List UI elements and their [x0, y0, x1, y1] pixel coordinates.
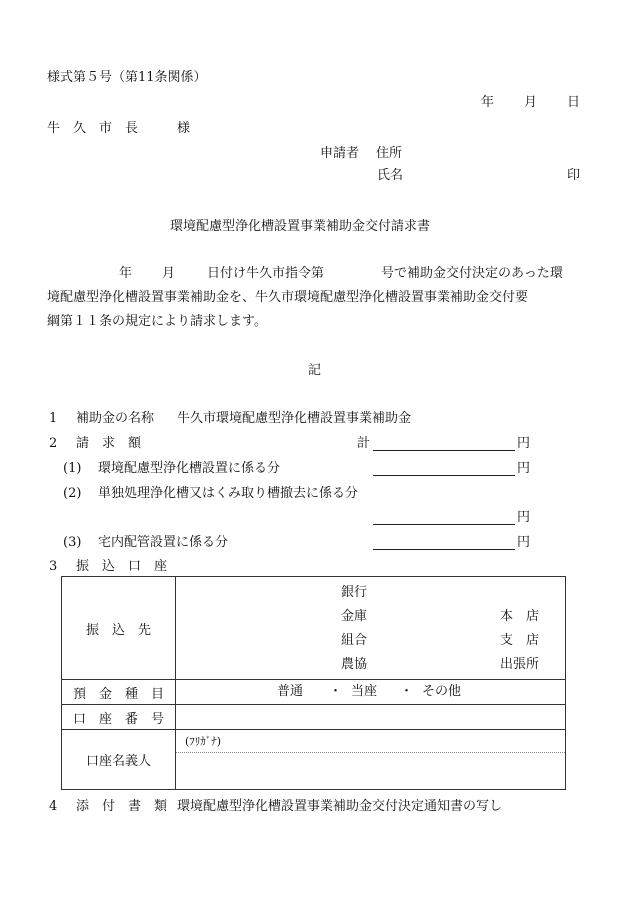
total-label: 計 — [357, 436, 371, 451]
deposit-dot-1: ・ — [329, 684, 343, 699]
deposit-futsu[interactable]: 普通 — [277, 684, 304, 699]
sub2-label: 単独処理浄化槽又はくみ取り槽撤去に係る分 — [98, 486, 359, 501]
furigana-label: (ﾌﾘｶﾞﾅ) — [185, 735, 222, 748]
account-holder-cell[interactable] — [176, 730, 566, 790]
deposit-other[interactable]: その他 — [422, 684, 462, 699]
deposit-dot-2: ・ — [400, 684, 414, 699]
furigana-divider — [176, 752, 565, 753]
bank-type-bank: 銀行 — [341, 585, 368, 600]
account-number-label: 口 座 番 号 — [72, 711, 164, 727]
sub1-amount-field[interactable] — [373, 475, 515, 476]
document-title: 環境配慮型浄化槽設置事業補助金交付請求書 — [170, 219, 431, 234]
sub2-yen: 円 — [517, 510, 531, 525]
ki-heading: 記 — [308, 363, 322, 378]
item1-value: 牛久市環境配慮型浄化槽設置事業補助金 — [177, 411, 412, 426]
seal-mark: 印 — [567, 168, 581, 183]
bank-account-table — [61, 576, 566, 790]
sub3-amount-field[interactable] — [373, 549, 515, 550]
account-holder-label: 口座名義人 — [85, 754, 151, 769]
branch-type-main: 本 店 — [500, 609, 540, 624]
sub3-number: (3) — [63, 535, 82, 550]
item4-label: 添 付 書 類 — [76, 799, 168, 814]
body-text-a: 日付け牛久市指令第 — [207, 266, 325, 281]
applicant-address-label: 住所 — [376, 146, 403, 161]
body-year: 年 — [119, 266, 133, 281]
addressee-name: 牛 久 市 長 — [47, 121, 139, 136]
sub2-number: (2) — [63, 486, 82, 501]
branch-type-branch: 支 店 — [500, 633, 540, 648]
date-month-label: 月 — [524, 95, 538, 110]
item2-number: 2 — [49, 436, 58, 451]
date-year-label: 年 — [481, 95, 495, 110]
bank-type-ja: 農協 — [341, 657, 368, 672]
account-holder-label-cell — [62, 730, 176, 790]
sub1-label: 環境配慮型浄化槽設置に係る分 — [98, 461, 281, 476]
account-number-cell[interactable] — [176, 705, 566, 730]
body-line-3: 綱第１１条の規定により請求します。 — [47, 314, 267, 329]
sub2-amount-field[interactable] — [373, 524, 515, 525]
body-month: 月 — [162, 266, 176, 281]
account-number-label-cell — [62, 705, 176, 730]
destination-label: 振 込 先 — [85, 622, 151, 638]
deposit-toza[interactable]: 当座 — [351, 684, 378, 699]
item1-label: 補助金の名称 — [76, 411, 155, 426]
destination-label-cell — [62, 577, 176, 680]
branch-type-sub: 出張所 — [500, 657, 540, 672]
bank-type-shinkin: 金庫 — [341, 609, 368, 624]
addressee-honorific: 様 — [177, 121, 191, 136]
destination-cell[interactable] — [176, 577, 566, 680]
body-text-b: 号で補助金交付決定のあった環 — [381, 266, 563, 281]
item1-number: 1 — [49, 411, 58, 426]
body-line-2: 境配慮型浄化槽設置事業補助金を、牛久市環境配慮型浄化槽設置事業補助金交付要 — [47, 290, 529, 305]
item3-number: 3 — [49, 559, 58, 574]
total-yen: 円 — [517, 436, 531, 451]
applicant-name-label: 氏名 — [377, 168, 404, 183]
total-amount-field[interactable] — [373, 450, 515, 451]
bank-type-union: 組合 — [341, 633, 368, 648]
applicant-label: 申請者 — [320, 146, 360, 161]
item4-number: 4 — [49, 799, 58, 814]
form-number: 様式第５号（第11条関係） — [47, 70, 207, 85]
deposit-type-label: 預 金 種 目 — [72, 686, 164, 702]
sub1-number: (1) — [63, 461, 82, 476]
item4-value: 環境配慮型浄化槽設置事業補助金交付決定通知書の写し — [177, 799, 503, 814]
sub3-label: 宅内配管設置に係る分 — [98, 535, 229, 550]
item3-label: 振 込 口 座 — [76, 559, 168, 574]
date-day-label: 日 — [567, 95, 581, 110]
item2-label: 請 求 額 — [76, 436, 142, 451]
sub3-yen: 円 — [517, 535, 531, 550]
deposit-type-cell[interactable] — [176, 680, 566, 705]
deposit-type-label-cell — [62, 680, 176, 705]
sub1-yen: 円 — [517, 461, 531, 476]
